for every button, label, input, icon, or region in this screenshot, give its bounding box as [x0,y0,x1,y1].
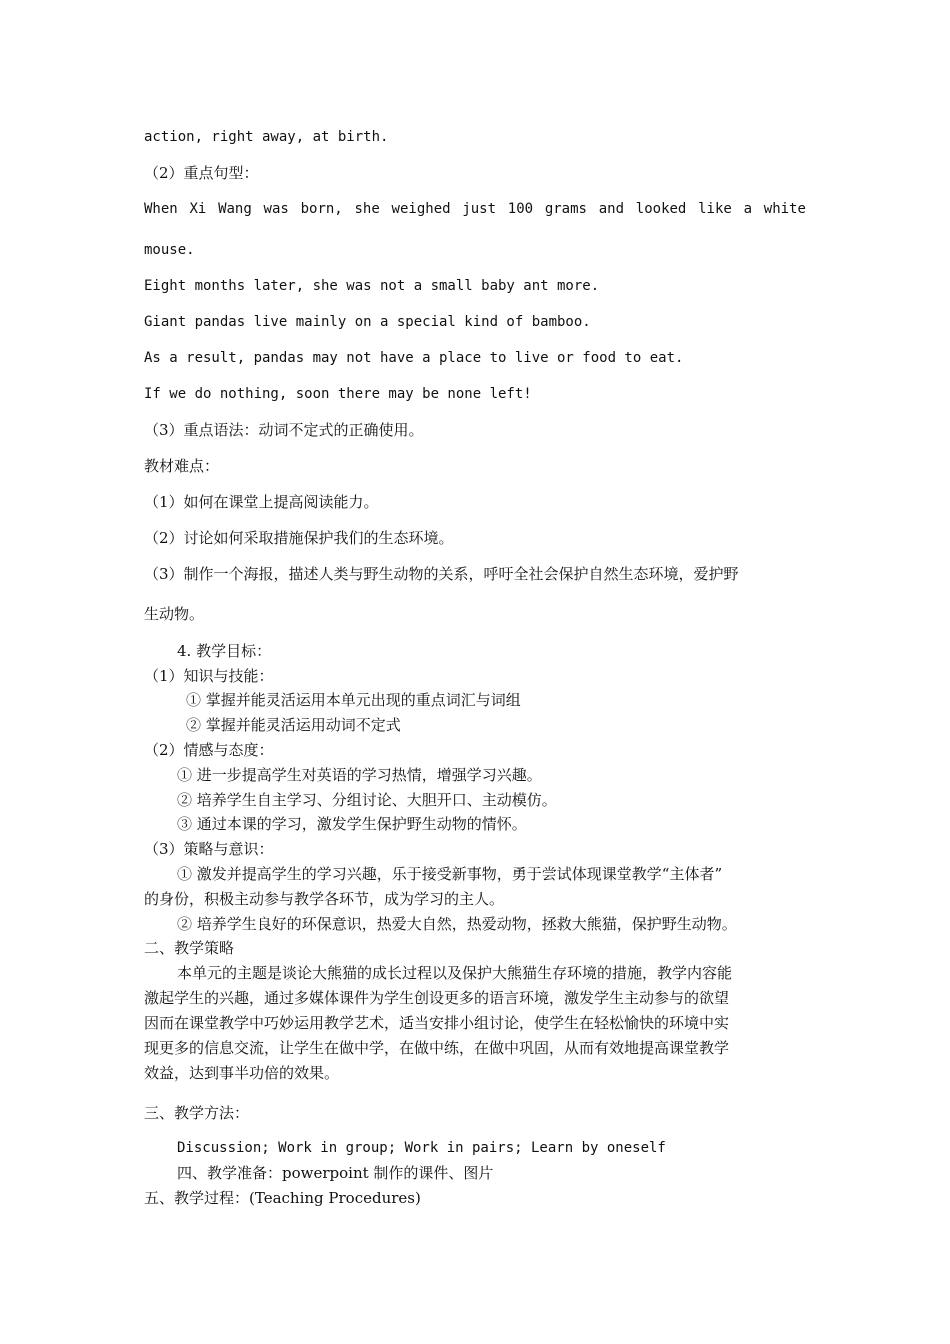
word: white [763,201,806,217]
knowledge-skills-heading: （1）知识与技能： [144,667,274,685]
strategy-paragraph-1: 本单元的主题是谈论大熊猫的成长过程以及保护大熊猫生存环境的措施，教学内容能 [177,964,733,982]
attitude-heading: （2）情感与态度： [144,741,274,759]
word: like [698,201,732,217]
difficulty-2: （2）讨论如何采取措施保护我们的生态环境。 [144,529,454,547]
difficulty-3-cont: 生动物。 [144,605,205,623]
knowledge-item-1: ① 掌握并能灵活运用本单元出现的重点词汇与词组 [186,691,521,709]
key-sentence-1-cont: mouse. [144,242,195,258]
key-sentence-5: If we do nothing, soon there may be none left! [144,386,532,402]
attitude-item-2: ② 培养学生自主学习、分组讨论、大胆开口、主动模仿。 [177,791,557,809]
key-sentence-3: Giant pandas live mainly on a special kind of bamboo. [144,314,591,330]
word: weighed [391,201,451,217]
teaching-strategy-heading: 二、教学策略 [144,939,235,957]
word: born, [300,201,343,217]
word: 100 [507,201,534,217]
difficulty-3: （3）制作一个海报，描述人类与野生动物的关系，呼吁全社会保护自然生态环境，爱护野 [144,565,739,583]
strategy-paragraph-4: 现更多的信息交流，让学生在做中学，在做中练，在做中巩固，从而有效地提高课堂教学 [144,1039,730,1057]
teaching-preparation: 四、教学准备：powerpoint 制作的课件、图片 [177,1164,494,1182]
teaching-methods-list: Discussion; Work in group; Work in pairs; Learn by oneself [177,1140,666,1156]
word: grams [544,201,587,217]
vocab-line-end: action, right away, at birth. [144,129,389,145]
strategy-paragraph-3: 因而在课堂教学中巧妙运用教学艺术，适当安排小组讨论，使学生在轻松愉快的环境中实 [144,1014,730,1032]
word: Xi [189,201,207,217]
strategy-item-1-cont: 的身份，积极主动参与教学各环节，成为学习的主人。 [144,890,505,908]
word: she [354,201,380,217]
key-sentence-4: As a result, pandas may not have a place to live or food to eat. [144,350,684,366]
difficulty-1: （1）如何在课堂上提高阅读能力。 [144,493,379,511]
key-grammar: （3）重点语法：动词不定式的正确使用。 [144,421,424,439]
objectives-heading: 4. 教学目标： [177,642,272,660]
strategy-item-1: ① 激发并提高学生的学习兴趣，乐于接受新事物，勇于尝试体现课堂教学“主体者” [177,865,723,883]
teaching-procedures-heading: 五、教学过程：(Teaching Procedures) [144,1189,421,1207]
attitude-item-3: ③ 通过本课的学习，激发学生保护野生动物的情怀。 [177,815,527,833]
word: looked [635,201,687,217]
word: a [743,201,753,217]
word: and [598,201,625,217]
strategy-awareness-heading: （3）策略与意识： [144,840,274,858]
strategy-paragraph-2: 激起学生的兴趣，通过多媒体课件为学生创设更多的语言环境，激发学生主动参与的欲望 [144,989,730,1007]
strategy-item-2: ② 培养学生良好的环保意识，热爱大自然，热爱动物，拯救大熊猫，保护野生动物。 [177,915,737,933]
key-sentence-1 [144,199,806,219]
attitude-item-1: ① 进一步提高学生对英语的学习热情，增强学习兴趣。 [177,766,542,784]
word: was [263,201,289,217]
word: When [144,201,178,217]
key-sentence-2: Eight months later, she was not a small baby ant more. [144,278,600,294]
difficulties-heading: 教材难点： [144,457,220,475]
word: just [462,201,497,217]
strategy-paragraph-5: 效益，达到事半功倍的效果。 [144,1064,340,1082]
word: Wang [218,201,252,217]
key-sentences-heading: （2）重点句型： [144,164,259,182]
knowledge-item-2: ② 掌握并能灵活运用动词不定式 [186,716,401,734]
teaching-methods-heading: 三、教学方法： [144,1104,250,1122]
